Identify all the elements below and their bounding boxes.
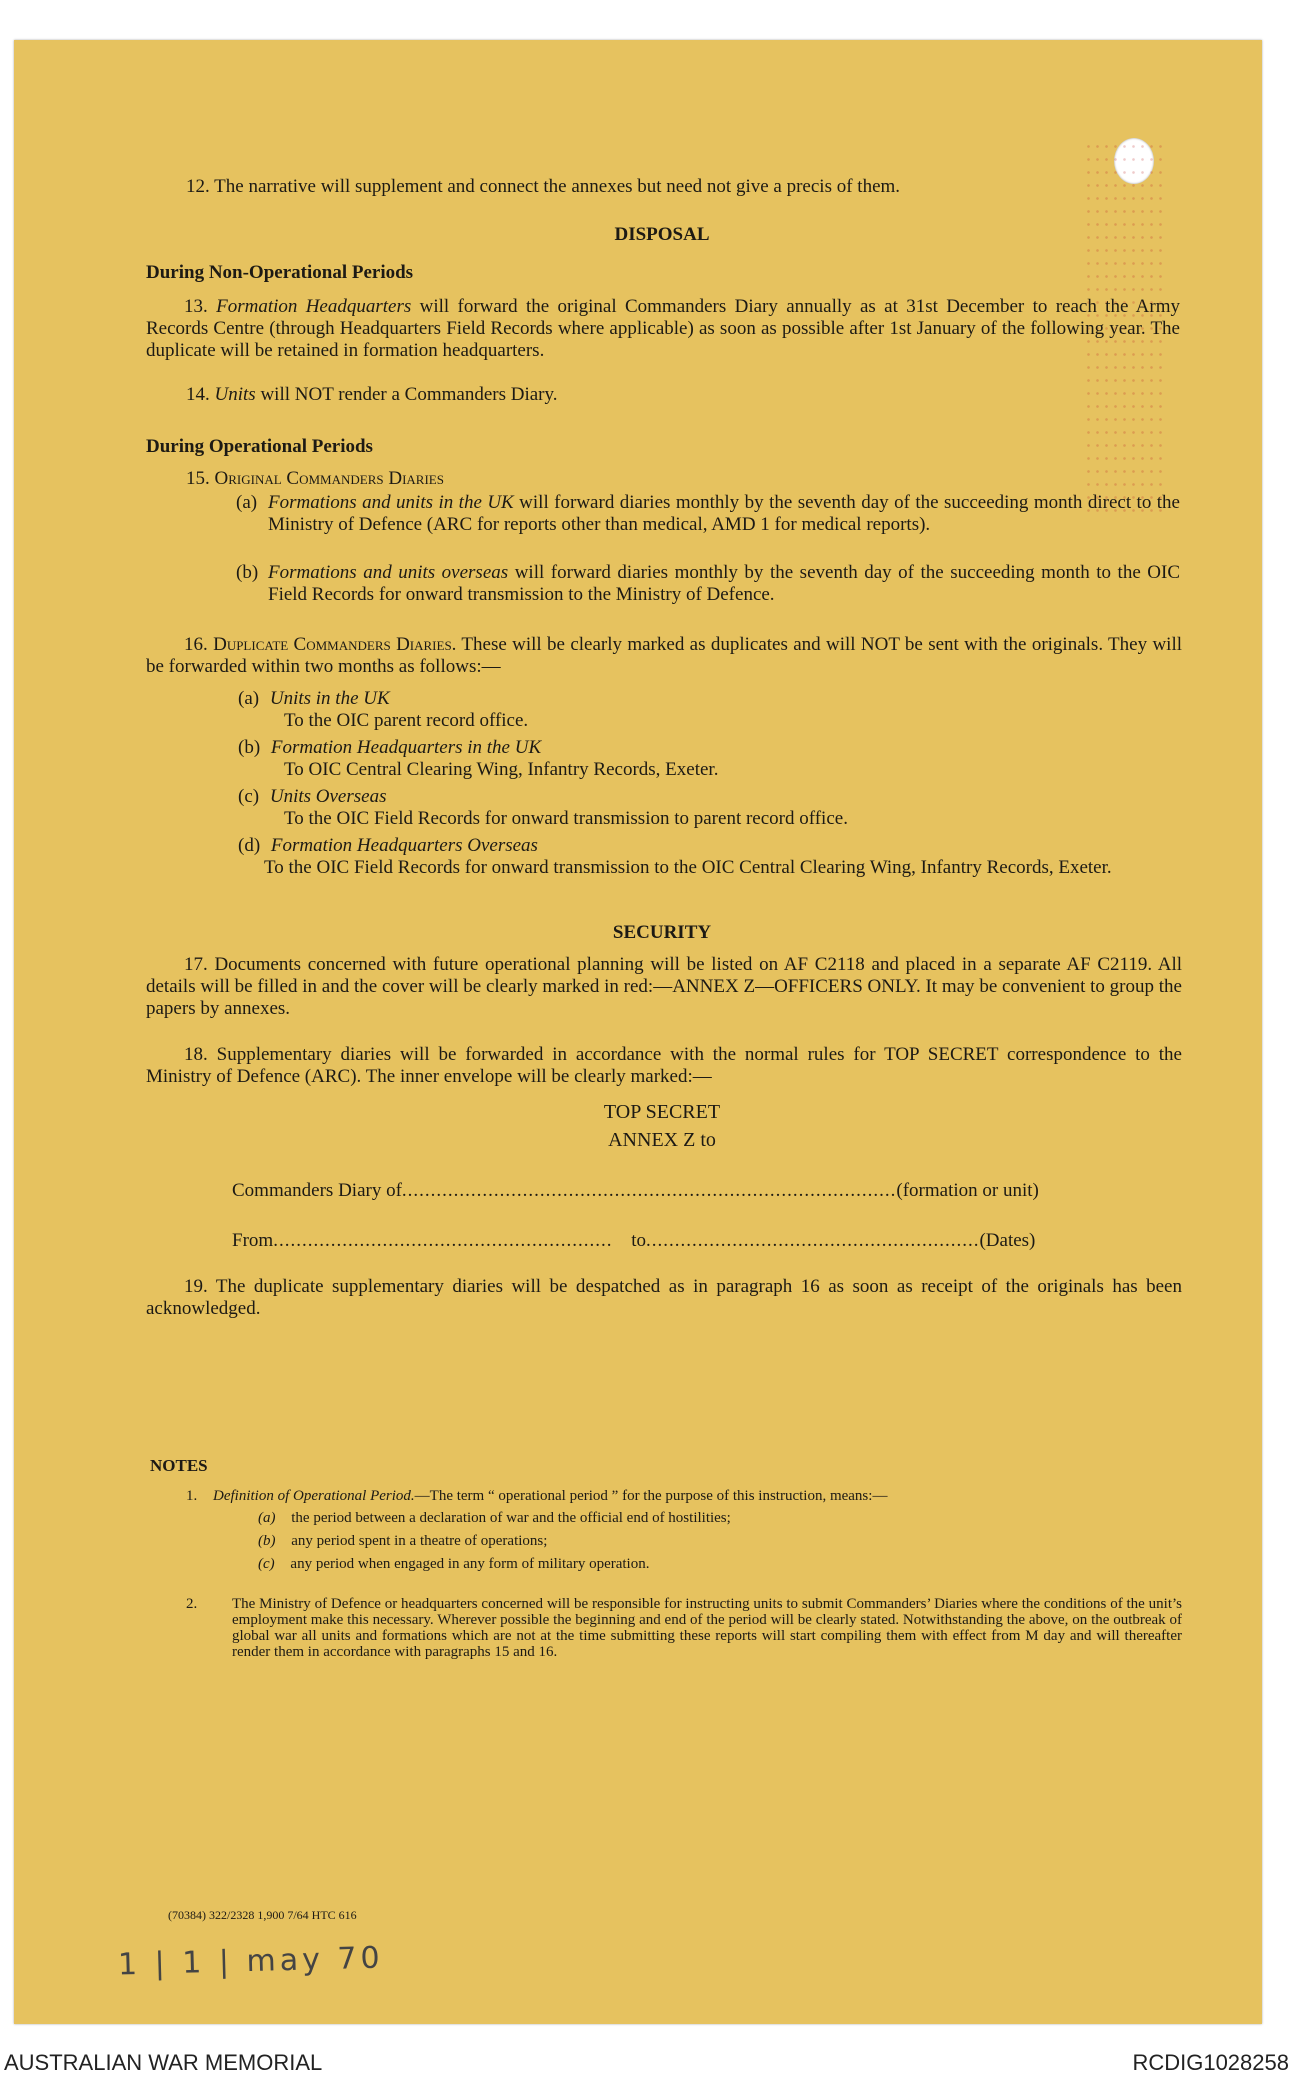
note2-text: The Ministry of Defence or headquarters concerned will be responsible for instructing units to submit Commanders’ Diaries where the conditions of the unit’s employment make this necessary. Wherever possible the beginning and end of the period will be clearly stated. Notwithstanding the above, on the outbreak of global war all units and formations which are not at the time submitting these reports will start compiling them with effect from M day and will thereafter render them in accordance with paragraphs 15 and 16. <box>232 1596 1182 1660</box>
para13-italic: Formation Headquarters <box>216 296 412 317</box>
commanders-diary-line <box>232 1180 1039 1202</box>
para16-item-c <box>238 786 1178 835</box>
note1-item-b <box>258 1533 1158 1556</box>
diary-dots: ...................................................................................... <box>401 1180 897 1201</box>
item-title: Units Overseas <box>269 786 387 807</box>
item-label: (a) <box>258 1510 276 1526</box>
item-label: (c) <box>258 1556 275 1572</box>
para16-number: 16. <box>184 634 208 655</box>
print-code: (70384) 322/2328 1,900 7/64 HTC 616 <box>168 1908 357 1922</box>
note1-number: 1. <box>186 1488 198 1504</box>
paragraph-16 <box>146 634 1182 678</box>
paragraph-18: 18. Supplementary diaries will be forwarded in accordance with the normal rules for TOP SECRET correspondence to the Ministry of Defence (ARC). The inner envelope will be clearly marked:— <box>146 1044 1182 1087</box>
dates-suffix: (Dates) <box>979 1230 1036 1251</box>
para14-text: will NOT render a Commanders Diary. <box>255 384 558 405</box>
note-2 <box>186 1596 1186 1660</box>
footer-left-label: AUSTRALIAN WAR MEMORIAL <box>4 2050 323 2075</box>
note1-text: —The term “ operational period ” for the purpose of this instruction, means:— <box>414 1488 888 1504</box>
item-text: To OIC Central Clearing Wing, Infantry Records, Exeter. <box>284 759 719 780</box>
note-1-items <box>258 1510 1158 1573</box>
item-text: the period between a declaration of war and the official end of hostilities; <box>291 1510 731 1526</box>
item-text: To the OIC parent record office. <box>284 710 529 731</box>
diary-label: Commanders Diary of <box>232 1180 402 1201</box>
para16-title: Duplicate Commanders Diaries. <box>213 634 457 655</box>
item-label: (b) <box>258 1533 276 1549</box>
paragraph-15b <box>236 562 1181 606</box>
paragraph-15-title: 15. Original Commanders Diaries <box>186 468 444 489</box>
para15b-text: will forward diaries monthly by the seventh day of the succeeding month to the OIC Field Records for onward transmission to the Ministry of Defence. <box>268 562 1181 605</box>
item-label: (c) <box>238 786 260 807</box>
note1-italic: Definition of Operational Period. <box>213 1488 415 1504</box>
paragraph-16-items <box>238 688 1178 879</box>
item-label: (b) <box>238 737 261 758</box>
item-text: any period spent in a theatre of operations; <box>291 1533 548 1549</box>
paragraph-19: 19. The duplicate supplementary diaries will be despatched as in paragraph 16 as soon as receipt of the originals has been acknowledged. <box>146 1276 1182 1319</box>
paragraph-14 <box>186 384 558 406</box>
para15a-italic: Formations and units in the UK <box>268 492 514 513</box>
note1-item-a <box>258 1510 1158 1533</box>
to-label: to <box>631 1230 646 1251</box>
paragraph-13 <box>146 296 1180 362</box>
from-dots: ........................................................... <box>273 1230 613 1251</box>
paragraph-17: 17. Documents concerned with future operational planning will be listed on AF C2118 and placed in a separate AF C2119. All details will be filled in and the cover will be clearly marked in red:—ANNEX Z—OFFICERS ONLY. It may be convenient to group the papers by annexes. <box>146 954 1182 1019</box>
para16-text: These will be clearly marked as duplicates and will NOT be sent with the originals. They will be forwarded within two months as follows:— <box>146 634 1183 677</box>
note-1 <box>186 1488 1186 1505</box>
disposal-heading: DISPOSAL <box>614 224 710 245</box>
notes-heading: NOTES <box>150 1456 208 1475</box>
para15a-text: will forward diaries monthly by the seventh day of the succeeding month direct to the Ministry of Defence (ARC for reports other than medical, AMD 1 for medical reports). <box>268 492 1180 535</box>
para16-item-b <box>238 737 1178 786</box>
note1-item-c <box>258 1556 1158 1573</box>
para13-text: will forward the original Commanders Diary annually as at 31st December to reach the Army Records Centre (through Headquarters Field Records where applicable) as soon as possible after 1st January of the following year. The duplicate will be retained in formation headquarters. <box>146 296 1181 361</box>
top-secret-line: TOP SECRET <box>603 1101 721 1123</box>
handwritten-date: 1 | 1 | may 70 <box>117 1940 385 1983</box>
item-title: Formation Headquarters in the UK <box>270 737 542 758</box>
para15b-label: (b) <box>236 562 259 583</box>
paragraph-15a <box>236 492 1180 536</box>
diary-suffix: (formation or unit) <box>896 1180 1039 1201</box>
from-to-line <box>232 1230 1035 1252</box>
security-heading: SECURITY <box>612 922 712 943</box>
non-operational-heading: During Non-Operational Periods <box>146 262 414 283</box>
marking-block <box>14 1098 1295 1154</box>
para16-item-a <box>238 688 1178 737</box>
item-text: any period when engaged in any form of military operation. <box>290 1556 650 1572</box>
item-text: To the OIC Field Records for onward transmission to the OIC Central Clearing Wing, Infantry Records, Exeter. <box>264 857 1112 878</box>
para15a-label: (a) <box>236 492 258 513</box>
item-text: To the OIC Field Records for onward transmission to parent record office. <box>284 808 848 829</box>
para14-italic: Units <box>214 384 256 405</box>
item-title: Formation Headquarters Overseas <box>270 835 538 856</box>
archive-footer <box>0 2048 1295 2082</box>
from-label: From <box>232 1230 274 1251</box>
item-label: (d) <box>238 835 261 856</box>
operational-heading: During Operational Periods <box>146 436 373 457</box>
to-dots: .......................................................... <box>645 1230 980 1251</box>
item-label: (a) <box>238 688 260 709</box>
footer-right-id: RCDIG1028258 <box>1132 2050 1289 2075</box>
annex-z-line: ANNEX Z to <box>608 1129 716 1151</box>
para15b-italic: Formations and units overseas <box>268 562 509 583</box>
document-sheet <box>14 40 1262 2024</box>
para14-number: 14. <box>186 384 210 405</box>
paragraph-12: 12. The narrative will supplement and connect the annexes but need not give a precis of them. <box>186 176 901 197</box>
item-title: Units in the UK <box>269 688 390 709</box>
para16-item-d <box>238 835 1178 879</box>
para13-number: 13. <box>184 296 208 317</box>
note2-number: 2. <box>186 1596 198 1612</box>
